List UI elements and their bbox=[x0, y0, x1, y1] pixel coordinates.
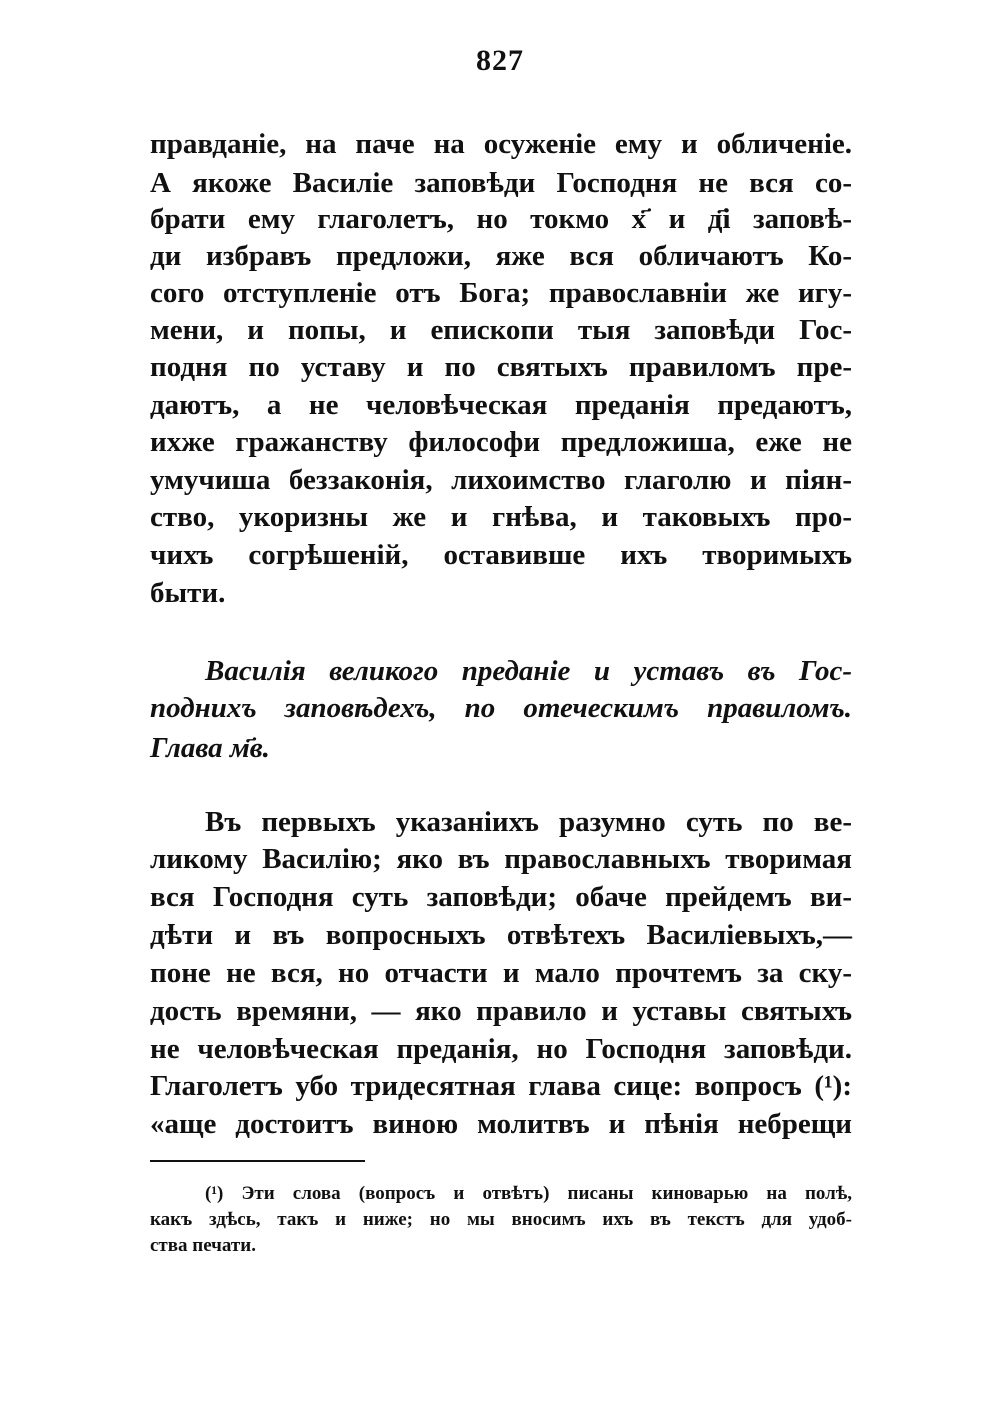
text-line: дость времяни, — яко правило и уставы святыхъ bbox=[150, 995, 852, 1027]
text-line: подня по уставу и по святыхъ правиломъ пре- bbox=[150, 351, 852, 383]
text-line: не человѣческая преданія, но Господня заповѣди. bbox=[150, 1033, 852, 1065]
footnote-line: какъ здѣсь, такъ и ниже; но мы вносимъ ихъ въ текстъ для удоб- bbox=[150, 1209, 852, 1230]
heading-line: подниxъ заповѣдехъ, по отеческимъ правиломъ. bbox=[150, 692, 852, 724]
text-line: мени, и попы, и епископи тыя заповѣди Гос- bbox=[150, 314, 852, 346]
text-line: А якоже Василіе заповѣди Господня не вся со- bbox=[150, 167, 852, 199]
text-line: поне не вся, но отчасти и мало прочтемъ за ску- bbox=[150, 957, 852, 989]
text-line: ихже гражанству философи предложиша, еже не bbox=[150, 426, 852, 458]
page-number: 827 bbox=[476, 44, 524, 77]
text-line: умучиша беззаконія, лихоимство глаголю и піян- bbox=[150, 464, 852, 496]
text-line: дѣти и въ вопросныхъ отвѣтехъ Василіевыхъ,— bbox=[150, 919, 852, 951]
text-line: брати ему глаголетъ, но токмо х҃ и д҃і заповѣ- bbox=[150, 203, 852, 235]
text-line: ство, укоризны же и гнѣва, и таковыхъ про- bbox=[150, 501, 852, 533]
text-line: ди избравъ предложи, яже вся обличаютъ Ко- bbox=[150, 240, 852, 272]
text-line: чихъ согрѣшеній, оставивше ихъ творимыхъ bbox=[150, 539, 852, 571]
text-line: Въ первыхъ указаніихъ разумно суть по ве- bbox=[205, 806, 852, 838]
text-line: Глаголетъ убо тридесятная глава сице: вопросъ (¹): bbox=[150, 1070, 852, 1102]
text-line: «аще достоитъ виною молитвъ и пѣнія небрещи bbox=[150, 1108, 852, 1140]
footnote-divider bbox=[150, 1160, 365, 1162]
footnote-line: ства печати. bbox=[150, 1235, 256, 1256]
text-line: ликому Василію; яко въ православныхъ творимая bbox=[150, 843, 852, 875]
text-line: правданіе, на паче на осуженіе ему и обличеніе. bbox=[150, 128, 852, 160]
footnote-line: (¹) Эти слова (вопросъ и отвѣтъ) писаны киноварью на полѣ, bbox=[205, 1183, 852, 1204]
heading-line: Василія великого преданіе и уставъ въ Гос- bbox=[205, 655, 852, 687]
text-line: сого отступленіе отъ Бога; православніи же игу- bbox=[150, 277, 852, 309]
text-line: вся Господня суть заповѣди; обаче прейдемъ ви- bbox=[150, 881, 852, 913]
text-line: даютъ, а не человѣческая преданія предаютъ, bbox=[150, 389, 852, 421]
text-line: быти. bbox=[150, 577, 226, 609]
heading-line: Глава м҃в. bbox=[150, 732, 270, 764]
